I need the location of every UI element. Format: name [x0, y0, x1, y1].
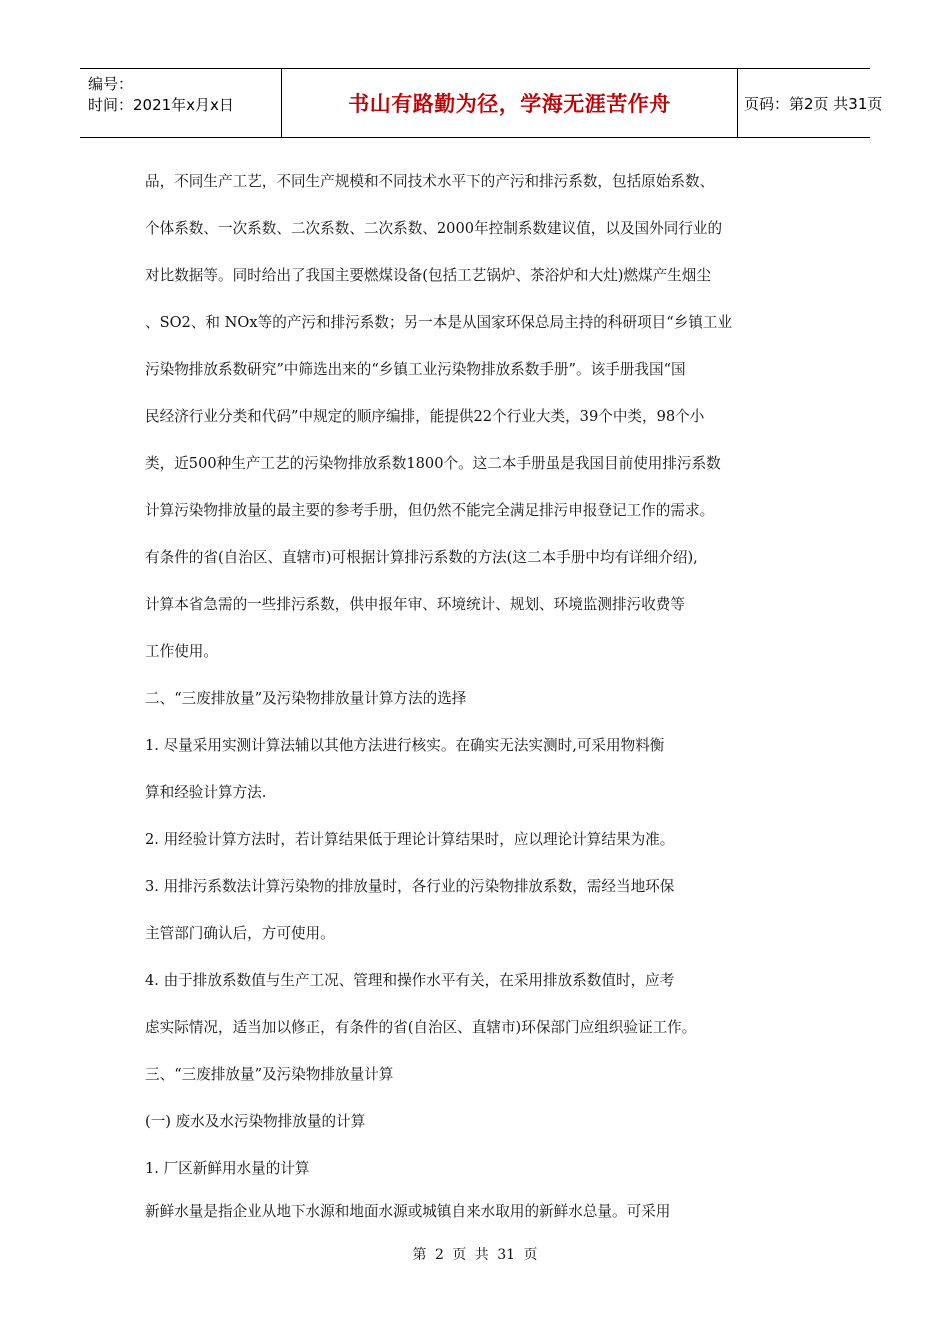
list-item: 3. 用排污系数法计算污染物的排放量时，各行业的污染物排放系数，需经当地环保 [145, 878, 675, 895]
body-line: 工作使用。 [145, 643, 218, 660]
list-item: 1. 尽量采用实测计算法辅以其他方法进行核实。在确实无法实测时,可采用物料衡 [145, 737, 665, 754]
body-line: 个体系数、一次系数、二次系数、二次系数、2000年控制系数建议值，以及国外同行业的 [145, 220, 723, 237]
page-header [80, 68, 883, 138]
body-line: 算和经验计算方法. [145, 784, 267, 801]
body-line: 品，不同生产工艺，不同生产规模和不同技术水平下的产污和排污系数，包括原始系数、 [145, 173, 715, 190]
list-item: 4. 由于排放系数值与生产工况、管理和操作水平有关，在采用排放系数值时，应考 [145, 972, 675, 989]
body-line: 计算本省急需的一些排污系数，供申报年审、环境统计、规划、环境监测排污收费等 [145, 596, 685, 613]
header-motto: 书山有路勤为径，学海无涯苦作舟 [348, 92, 671, 116]
body-line: 对比数据等。同时给出了我国主要燃煤设备(包括工艺锅炉、茶浴炉和大灶)燃煤产生烟尘 [145, 267, 711, 284]
body-line: 类，近500种生产工艺的污染物排放系数1800个。这二本手册虽是我国目前使用排污系数 [145, 455, 721, 472]
body-line: 有条件的省(自治区、直辖市)可根据计算排污系数的方法(这二本手册中均有详细介绍), [145, 549, 698, 566]
section-heading: 三、“三废排放量”及污染物排放量计算 [145, 1066, 394, 1083]
body-line: 、SO2、和 NOx等的产污和排污系数；另一本是从国家环保总局主持的科研项目“乡镇工业 [145, 314, 733, 331]
footer-page-number: 第 2 页 共 31 页 [412, 1247, 538, 1263]
body-line: 虑实际情况，适当加以修正，有条件的省(自治区、直辖市)环保部门应组织验证工作。 [145, 1019, 697, 1036]
header-page-cell [738, 69, 883, 137]
section-heading: 二、“三废排放量”及污染物排放量计算方法的选择 [145, 690, 467, 707]
document-date-label: 时间：2021年x月x日 [88, 96, 234, 114]
body-line: 民经济行业分类和代码”中规定的顺序编排，能提供22个行业大类，39个中类，98个小 [145, 408, 705, 425]
header-motto-cell [282, 69, 738, 137]
list-item: 2. 用经验计算方法时，若计算结果低于理论计算结果时，应以理论计算结果为准。 [145, 831, 675, 848]
page-footer [0, 1244, 950, 1264]
body-line: 污染物排放系数研究”中筛选出来的“乡镇工业污染物排放系数手册”。该手册我国“国 [145, 361, 686, 378]
body-line: 主管部门确认后，方可使用。 [145, 925, 335, 942]
subsection-heading: 1. 厂区新鲜用水量的计算 [145, 1160, 310, 1177]
body-line: 新鲜水量是指企业从地下水源和地面水源或城镇自来水取用的新鲜水总量。可采用 [145, 1203, 671, 1220]
header-page-number: 页码：第2页 共31页 [744, 94, 883, 113]
body-line: 计算污染物排放量的最主要的参考手册，但仍然不能完全满足排污申报登记工作的需求。 [145, 502, 715, 519]
document-body [145, 158, 795, 1232]
header-info-cell [80, 69, 282, 137]
document-number-label: 编号： [88, 75, 134, 93]
subsection-heading: (一) 废水及水污染物排放量的计算 [145, 1113, 366, 1130]
